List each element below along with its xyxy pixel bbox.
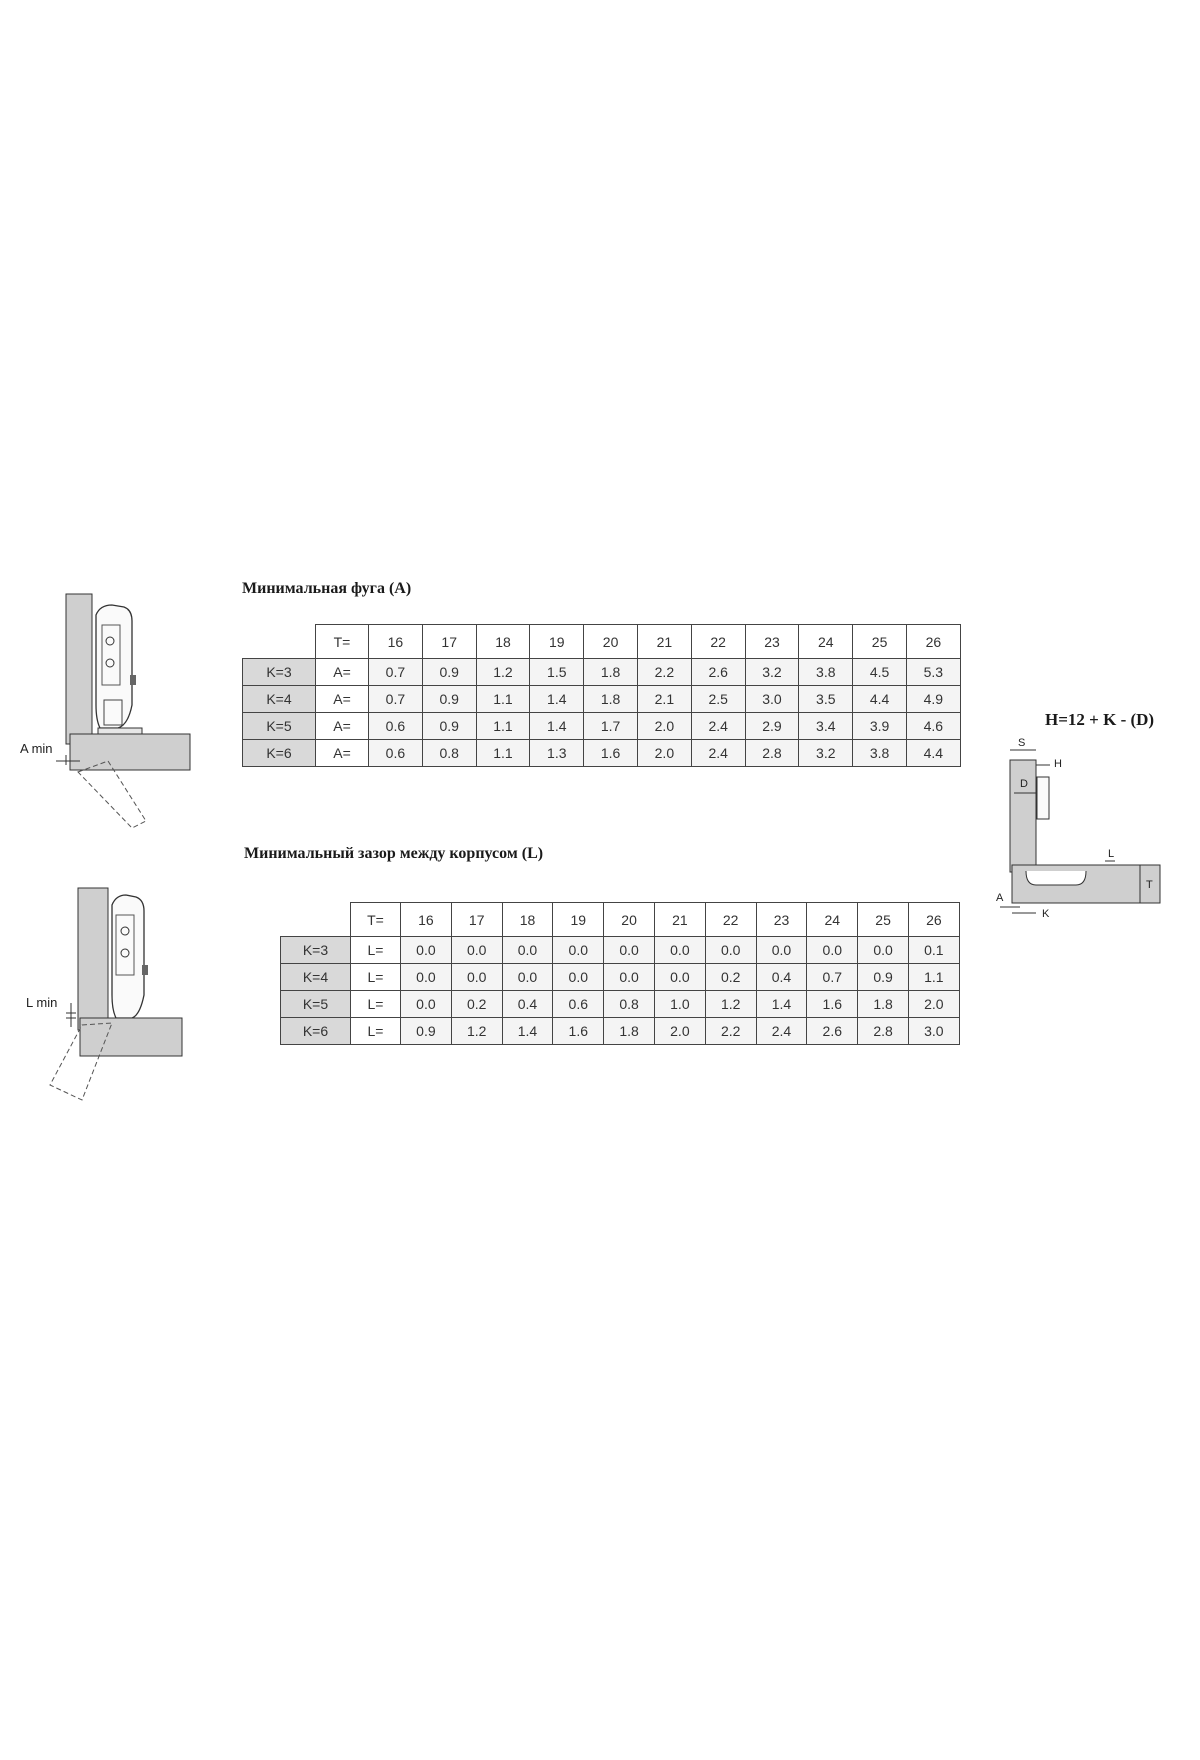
value-cell: 0.9 (422, 713, 476, 740)
value-cell: 1.2 (451, 1018, 502, 1045)
a-label: A (996, 892, 1004, 904)
value-cell: 0.8 (604, 991, 655, 1018)
table-row (281, 937, 960, 964)
value-cell: 2.0 (637, 713, 691, 740)
column-header-cell: 24 (799, 625, 853, 659)
value-cell: 0.0 (654, 964, 705, 991)
value-cell: 1.4 (530, 713, 584, 740)
header-prefix-cell: T= (316, 625, 369, 659)
s-label: S (1018, 737, 1026, 749)
value-cell: 0.0 (502, 937, 553, 964)
l-label: L (1108, 848, 1115, 860)
value-cell: 3.2 (745, 659, 799, 686)
value-cell: 3.4 (799, 713, 853, 740)
table-a-title: Минимальная фуга (A) (242, 580, 412, 597)
table-row (281, 964, 960, 991)
value-cell: 0.0 (807, 937, 858, 964)
value-cell: 1.1 (476, 740, 530, 767)
column-header-cell: 21 (637, 625, 691, 659)
value-cell: 4.9 (906, 686, 960, 713)
header-prefix-cell: T= (351, 903, 401, 937)
column-header-cell: 18 (502, 903, 553, 937)
value-cell: 0.0 (451, 937, 502, 964)
value-cell: 2.9 (745, 713, 799, 740)
column-header-cell: 23 (745, 625, 799, 659)
value-cell: 0.0 (705, 937, 756, 964)
column-header-cell: 19 (530, 625, 584, 659)
value-cell: 2.5 (691, 686, 745, 713)
row-prefix-cell: L= (351, 964, 401, 991)
h-label: H (1054, 758, 1062, 770)
value-cell: 4.4 (853, 686, 907, 713)
row-prefix-cell: A= (316, 686, 369, 713)
header-row (243, 625, 961, 659)
row-prefix-cell: A= (316, 713, 369, 740)
value-cell: 1.1 (908, 964, 959, 991)
row-label-cell: K=5 (243, 713, 316, 740)
value-cell: 0.7 (807, 964, 858, 991)
value-cell: 1.4 (530, 686, 584, 713)
value-cell: 0.0 (604, 937, 655, 964)
row-label-cell: K=4 (281, 964, 351, 991)
value-cell: 1.3 (530, 740, 584, 767)
formula-text: H=12 + K - (D) (1045, 710, 1155, 729)
value-cell: 0.8 (422, 740, 476, 767)
column-header-cell: 25 (853, 625, 907, 659)
d-label: D (1020, 778, 1028, 790)
value-cell: 1.8 (604, 1018, 655, 1045)
row-prefix-cell: L= (351, 937, 401, 964)
row-prefix-cell: L= (351, 991, 401, 1018)
value-cell: 2.0 (908, 991, 959, 1018)
value-cell: 1.8 (858, 991, 909, 1018)
value-cell: 0.7 (369, 659, 423, 686)
header-row (281, 903, 960, 937)
column-header-cell: 16 (401, 903, 452, 937)
value-cell: 2.4 (756, 1018, 807, 1045)
value-cell: 3.8 (799, 659, 853, 686)
value-cell: 3.0 (745, 686, 799, 713)
column-header-cell: 26 (906, 625, 960, 659)
row-label-cell: K=3 (243, 659, 316, 686)
value-cell: 0.0 (553, 964, 604, 991)
table-row (243, 740, 961, 767)
value-cell: 1.8 (584, 686, 638, 713)
a-min-hinge-diagram (0, 585, 200, 835)
row-prefix-cell: A= (316, 659, 369, 686)
table-row (243, 713, 961, 740)
value-cell: 1.4 (502, 1018, 553, 1045)
table-row (243, 686, 961, 713)
column-header-cell: 23 (756, 903, 807, 937)
column-header-cell: 20 (604, 903, 655, 937)
value-cell: 0.0 (654, 937, 705, 964)
a-min-label: A min (20, 741, 53, 756)
value-cell: 2.0 (654, 1018, 705, 1045)
value-cell: 2.0 (637, 740, 691, 767)
value-cell: 2.8 (745, 740, 799, 767)
value-cell: 1.6 (807, 991, 858, 1018)
value-cell: 0.9 (401, 1018, 452, 1045)
column-header-cell: 25 (858, 903, 909, 937)
value-cell: 2.6 (691, 659, 745, 686)
value-cell: 1.6 (553, 1018, 604, 1045)
l-min-label: L min (26, 995, 58, 1010)
table-row (281, 1018, 960, 1045)
l-min-hinge-diagram (0, 875, 200, 1115)
row-prefix-cell: A= (316, 740, 369, 767)
value-cell: 0.7 (369, 686, 423, 713)
value-cell: 0.6 (369, 713, 423, 740)
value-cell: 0.0 (401, 964, 452, 991)
row-label-cell: K=5 (281, 991, 351, 1018)
value-cell: 0.4 (756, 964, 807, 991)
value-cell: 4.4 (906, 740, 960, 767)
value-cell: 2.2 (637, 659, 691, 686)
value-cell: 2.6 (807, 1018, 858, 1045)
value-cell: 1.2 (705, 991, 756, 1018)
value-cell: 0.0 (756, 937, 807, 964)
column-header-cell: 21 (654, 903, 705, 937)
column-header-cell: 26 (908, 903, 959, 937)
column-header-cell: 20 (584, 625, 638, 659)
value-cell: 0.2 (451, 991, 502, 1018)
value-cell: 0.0 (451, 964, 502, 991)
value-cell: 4.6 (906, 713, 960, 740)
value-cell: 0.1 (908, 937, 959, 964)
column-header-cell: 17 (422, 625, 476, 659)
value-cell: 1.7 (584, 713, 638, 740)
column-header-cell: 19 (553, 903, 604, 937)
value-cell: 3.8 (853, 740, 907, 767)
value-cell: 2.8 (858, 1018, 909, 1045)
value-cell: 0.0 (553, 937, 604, 964)
value-cell: 3.2 (799, 740, 853, 767)
value-cell: 0.0 (604, 964, 655, 991)
value-cell: 3.0 (908, 1018, 959, 1045)
table-row (281, 991, 960, 1018)
value-cell: 0.0 (502, 964, 553, 991)
row-prefix-cell: L= (351, 1018, 401, 1045)
row-label-cell: K=6 (281, 1018, 351, 1045)
empty-corner-cell (243, 625, 316, 659)
value-cell: 0.4 (502, 991, 553, 1018)
value-cell: 2.4 (691, 740, 745, 767)
column-header-cell: 18 (476, 625, 530, 659)
column-header-cell: 17 (451, 903, 502, 937)
value-cell: 4.5 (853, 659, 907, 686)
value-cell: 1.5 (530, 659, 584, 686)
value-cell: 0.0 (401, 991, 452, 1018)
row-label-cell: K=4 (243, 686, 316, 713)
value-cell: 0.6 (369, 740, 423, 767)
value-cell: 1.1 (476, 686, 530, 713)
value-cell: 2.4 (691, 713, 745, 740)
value-cell: 2.2 (705, 1018, 756, 1045)
row-label-cell: K=3 (281, 937, 351, 964)
value-cell: 0.2 (705, 964, 756, 991)
column-header-cell: 24 (807, 903, 858, 937)
value-cell: 1.1 (476, 713, 530, 740)
value-cell: 0.0 (858, 937, 909, 964)
value-cell: 0.9 (422, 686, 476, 713)
value-cell: 0.6 (553, 991, 604, 1018)
value-cell: 1.4 (756, 991, 807, 1018)
dimensions-diagram (990, 735, 1170, 920)
empty-corner-cell (281, 903, 351, 937)
min-clearance-table (280, 902, 960, 1045)
row-label-cell: K=6 (243, 740, 316, 767)
value-cell: 5.3 (906, 659, 960, 686)
value-cell: 3.9 (853, 713, 907, 740)
min-gap-table (242, 624, 961, 767)
value-cell: 2.1 (637, 686, 691, 713)
table-row (243, 659, 961, 686)
value-cell: 0.0 (401, 937, 452, 964)
value-cell: 1.8 (584, 659, 638, 686)
column-header-cell: 22 (691, 625, 745, 659)
column-header-cell: 22 (705, 903, 756, 937)
table-l-title: Минимальный зазор между корпусом (L) (244, 845, 544, 862)
value-cell: 1.6 (584, 740, 638, 767)
value-cell: 1.2 (476, 659, 530, 686)
t-label: T (1146, 879, 1153, 891)
k-label: K (1042, 908, 1050, 920)
value-cell: 3.5 (799, 686, 853, 713)
value-cell: 1.0 (654, 991, 705, 1018)
value-cell: 0.9 (858, 964, 909, 991)
column-header-cell: 16 (369, 625, 423, 659)
value-cell: 0.9 (422, 659, 476, 686)
